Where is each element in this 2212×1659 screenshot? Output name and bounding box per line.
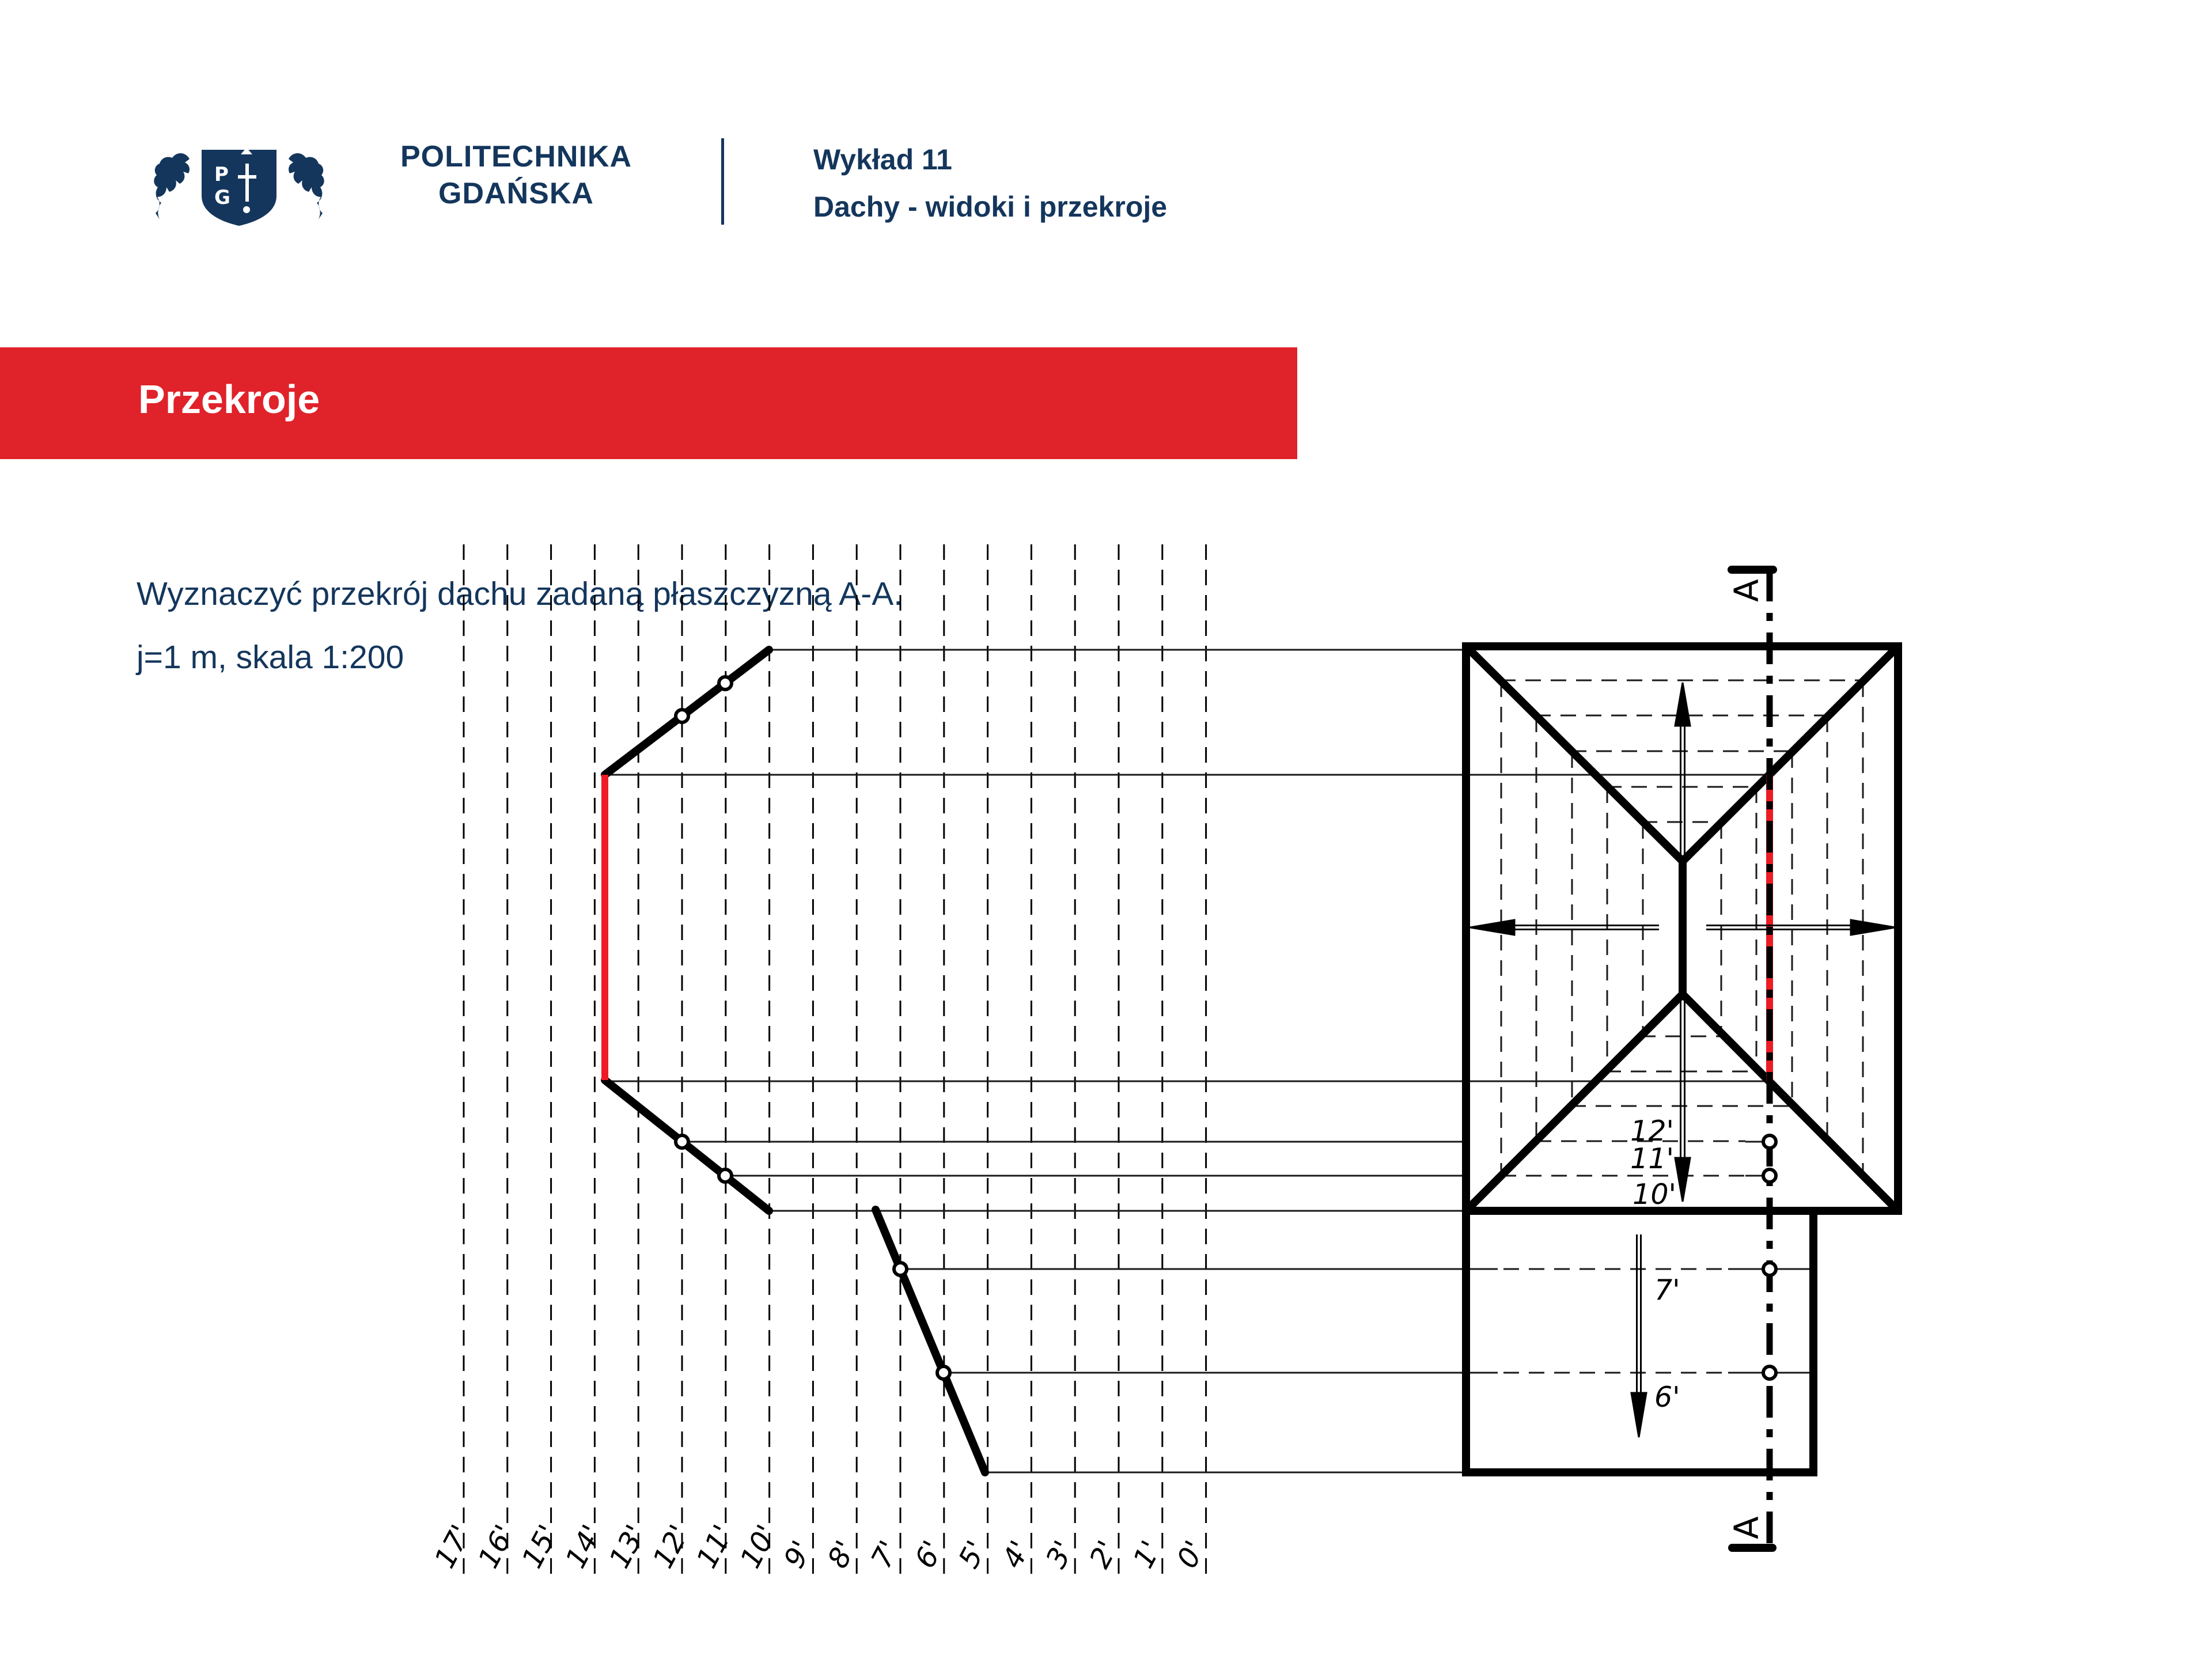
- axis-label-14': 14': [559, 1519, 609, 1574]
- hip-bottom-right: [1683, 994, 1898, 1211]
- axis-label-1': 1': [1127, 1535, 1168, 1574]
- section-label-A-top: A: [1727, 579, 1766, 602]
- section-label-A-bottom: A: [1727, 1516, 1766, 1539]
- axis-label-5': 5': [952, 1535, 994, 1574]
- axis-label-11': 11': [690, 1519, 740, 1574]
- axis-label-16': 16': [472, 1519, 521, 1574]
- slope-arrows: [1470, 683, 1895, 1437]
- profile-wing-slope: [876, 1210, 985, 1472]
- arrow-left-head: [1470, 920, 1514, 935]
- lecture-number: Wykład 11: [813, 143, 952, 176]
- label-10: 10': [1633, 1178, 1676, 1211]
- hip-top-left: [1466, 646, 1683, 861]
- svg-text:P: P: [214, 163, 229, 186]
- axis-label-12': 12': [646, 1519, 696, 1574]
- axis-label-6': 6': [908, 1535, 950, 1574]
- axis-label-0': 0': [1170, 1535, 1212, 1574]
- task-text-line2: j=1 m, skala 1:200: [137, 639, 404, 676]
- axis-label-15': 15': [515, 1519, 565, 1574]
- task-text-line1: Wyznaczyć przekrój dachu zadaną płaszczyzną A-A.: [137, 575, 903, 612]
- intersection-points: [676, 677, 1776, 1379]
- svg-text:G: G: [214, 186, 230, 209]
- section-profile: [605, 650, 985, 1472]
- label-7: 7': [1654, 1274, 1680, 1306]
- axis-label-17': 17': [428, 1519, 478, 1574]
- arrow-up-head: [1675, 683, 1690, 726]
- roof-plan: [1466, 646, 1898, 1472]
- label-6: 6': [1654, 1381, 1680, 1414]
- axis-label-8': 8': [821, 1535, 862, 1574]
- axis-label-10': 10': [733, 1519, 783, 1574]
- construction-gridlines: [464, 544, 1206, 1581]
- hip-top-right: [1683, 646, 1898, 861]
- brand-line1: POLITECHNIKA: [400, 140, 632, 173]
- axis-label-7': 7': [865, 1535, 906, 1574]
- axis-label-4': 4': [995, 1535, 1037, 1574]
- arrow-right-head: [1851, 920, 1895, 935]
- axis-label-9': 9': [777, 1535, 819, 1574]
- axis-label-13': 13': [603, 1519, 653, 1574]
- brand-line2: GDAŃSKA: [438, 177, 594, 210]
- arrow-down-head: [1675, 1158, 1690, 1202]
- wing-arrow-down-head: [1631, 1393, 1646, 1437]
- axis-label-2': 2': [1083, 1535, 1124, 1574]
- transfer-lines: [605, 650, 1812, 1472]
- lecture-topic: Dachy - widoki i przekroje: [813, 191, 1168, 223]
- banner-title: Przekroje: [138, 377, 320, 422]
- axis-labels: [428, 1520, 1211, 1574]
- label-12: 12': [1630, 1115, 1674, 1147]
- label-11: 11': [1630, 1142, 1674, 1175]
- axis-label-3': 3': [1039, 1535, 1081, 1574]
